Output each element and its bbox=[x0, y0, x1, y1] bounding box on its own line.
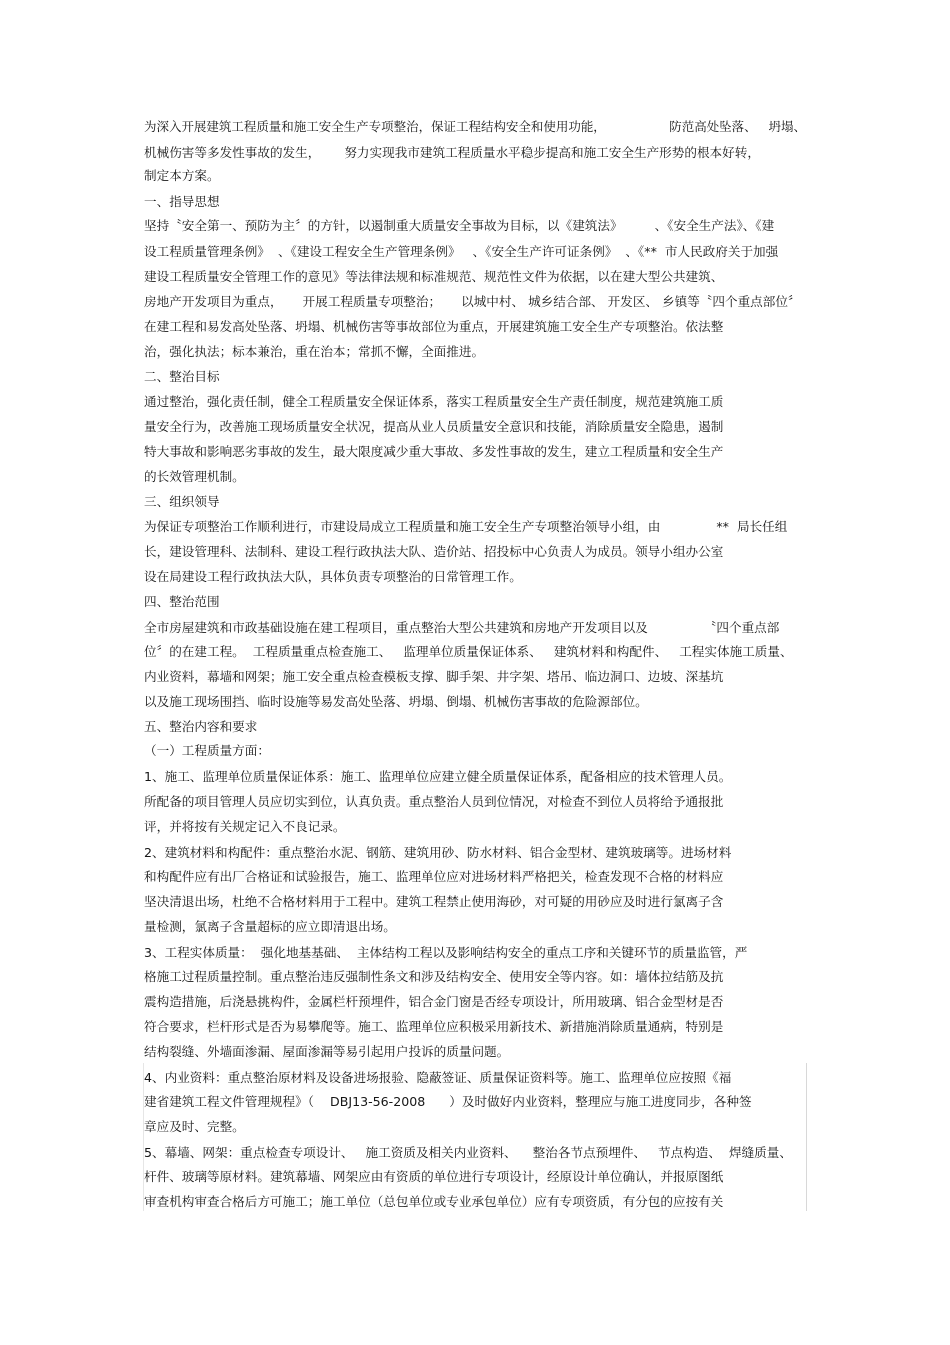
text-line: 建省建筑工程文件管理规程》（ DBJ13-56-2008 ）及时做好内业资料，整理应与施工进度同步，各种签 bbox=[144, 1094, 752, 1109]
text-line: 为保证专项整治工作顺利进行，市建设局成立工程质量和施工安全生产专项整治领导小组，由 ** 局长任组 bbox=[144, 519, 788, 534]
text-line: 通过整治，强化责任制，健全工程质量安全保证体系，落实工程质量安全生产责任制度，规范建筑施工质 bbox=[144, 394, 724, 409]
text-line: 2、建筑材料和构配件：重点整治水泥、钢筋、建筑用砂、防水材料、铝合金型材、建筑玻璃等。进场材料 bbox=[144, 845, 732, 860]
section-heading: 五、整治内容和要求 bbox=[144, 719, 258, 734]
section-heading: 一、指导思想 bbox=[144, 194, 220, 209]
text-line: 所配备的项目管理人员应切实到位，认真负责。重点整治人员到位情况，对检查不到位人员将给予通报批 bbox=[144, 794, 724, 809]
text-line: 全市房屋建筑和市政基础设施在建工程项目，重点整治大型公共建筑和房地产开发项目以及 〝四个重点部 bbox=[144, 620, 780, 635]
text-line: 治，强化执法；标本兼治，重在治本；常抓不懈，全面推进。 bbox=[144, 344, 485, 359]
text-line: 特大事故和影响恶劣事故的发生，最大限度减少重大事故、多发性事故的发生，建立工程质量和安全生产 bbox=[144, 444, 724, 459]
text-line: 震构造措施，后浇悬挑构件，金属栏杆预埋件，铝合金门窗是否经专项设计，所用玻璃、铝合金型材是否 bbox=[144, 994, 724, 1009]
text-line: 设在局建设工程行政执法大队，具体负责专项整治的日常管理工作。 bbox=[144, 569, 522, 584]
text-line: 符合要求，栏杆形式是否为易攀爬等。施工、监理单位应积极采用新技术、新措施消除质量通病，特别是 bbox=[144, 1019, 724, 1034]
text-line: 量检测，氯离子含量超标的应立即清退出场。 bbox=[144, 919, 396, 934]
text-line: 3、工程实体质量： 强化地基基础、 主体结构工程以及影响结构安全的重点工序和关键环节的质量监管，严 bbox=[144, 945, 748, 960]
section-heading: 四、整治范围 bbox=[144, 594, 220, 609]
text-line: 以及施工现场围挡、临时设施等易发高处坠落、坍塌、倒塌、机械伤害事故的危险源部位。 bbox=[144, 694, 648, 709]
text-line: 位〞的在建工程。 工程质量重点检查施工、 监理单位质量保证体系、 建筑材料和构配件、 工程实体施工质量、 bbox=[144, 644, 793, 659]
text-line: 房地产开发项目为重点， 开展工程质量专项整治； 以城中村、 城乡结合部、 开发区、 乡镇等〝四个重点部位〞 bbox=[144, 294, 801, 309]
text-line: 机械伤害等多发性事故的发生， 努力实现我市建筑工程质量水平稳步提高和施工安全生产形势的根本好转， bbox=[144, 145, 760, 160]
text-line: 设工程质量管理条例》 、《建设工程安全生产管理条例》 、《安全生产许可证条例》 、《** 市人民政府关于加强 bbox=[144, 244, 779, 259]
text-line: 制定本方案。 bbox=[144, 168, 220, 183]
text-line: 坚决清退出场，杜绝不合格材料用于工程中。建筑工程禁止使用海砂，对可疑的用砂应及时进行氯离子含 bbox=[144, 894, 724, 909]
text-line: 为深入开展建筑工程质量和施工安全生产专项整治，保证工程结构安全和使用功能， 防范高处坠落、 坍塌、 bbox=[144, 119, 806, 134]
text-line: 长，建设管理科、法制科、建设工程行政执法大队、造价站、招投标中心负责人为成员。领导小组办公室 bbox=[144, 544, 724, 559]
section-heading: 三、组织领导 bbox=[144, 494, 220, 509]
text-line: 格施工过程质量控制。重点整治违反强制性条文和涉及结构安全、使用安全等内容。如：墙体拉结筋及抗 bbox=[144, 969, 724, 984]
text-line: 在建工程和易发高处坠落、坍塌、机械伤害等事故部位为重点，开展建筑施工安全生产专项整治。依法整 bbox=[144, 319, 724, 334]
text-line: 1、施工、监理单位质量保证体系：施工、监理单位应建立健全质量保证体系，配备相应的技术管理人员。 bbox=[144, 769, 732, 784]
text-line: 坚持〝安全第一、预防为主〞的方针，以遏制重大质量安全事故为目标，以《建筑法》 、《安全生产法》、《建 bbox=[144, 218, 775, 233]
text-line: 结构裂缝、外墙面渗漏、屋面渗漏等易引起用户投诉的质量问题。 bbox=[144, 1044, 510, 1059]
text-line: 评，并将按有关规定记入不良记录。 bbox=[144, 819, 346, 834]
subsection-heading: （一）工程质量方面： bbox=[144, 743, 270, 758]
text-line: 和构配件应有出厂合格证和试验报告，施工、监理单位应对进场材料严格把关，检查发现不合格的材料应 bbox=[144, 869, 724, 884]
section-heading: 二、整治目标 bbox=[144, 369, 220, 384]
text-line: 5、幕墙、网架：重点检查专项设计、 施工资质及相关内业资料、 整治各节点预埋件、 节点构造、 焊缝质量、 bbox=[144, 1145, 792, 1160]
text-line: 量安全行为，改善施工现场质量安全状况，提高从业人员质量安全意识和技能，消除质量安全隐患，遏制 bbox=[144, 419, 724, 434]
text-line: 的长效管理机制。 bbox=[144, 469, 245, 484]
text-line: 章应及时、完整。 bbox=[144, 1119, 245, 1134]
text-line: 杆件、玻璃等原材料。建筑幕墙、网架应由有资质的单位进行专项设计，经原设计单位确认，并报原图纸 bbox=[144, 1169, 724, 1184]
text-line: 4、内业资料：重点整治原材料及设备进场报验、隐蔽签证、质量保证资料等。施工、监理单位应按照《福 bbox=[144, 1070, 732, 1085]
right-border-line bbox=[806, 1063, 807, 1211]
text-line: 内业资料，幕墙和网架；施工安全重点检查模板支撑、脚手架、井字架、塔吊、临边洞口、边坡、深基坑 bbox=[144, 669, 724, 684]
text-line: 建设工程质量安全管理工作的意见》等法律法规和标准规范、规范性文件为依据，以在建大型公共建筑、 bbox=[144, 269, 724, 284]
text-line: 审查机构审查合格后方可施工；施工单位（总包单位或专业承包单位）应有专项资质，有分包的应按有关 bbox=[144, 1194, 724, 1209]
